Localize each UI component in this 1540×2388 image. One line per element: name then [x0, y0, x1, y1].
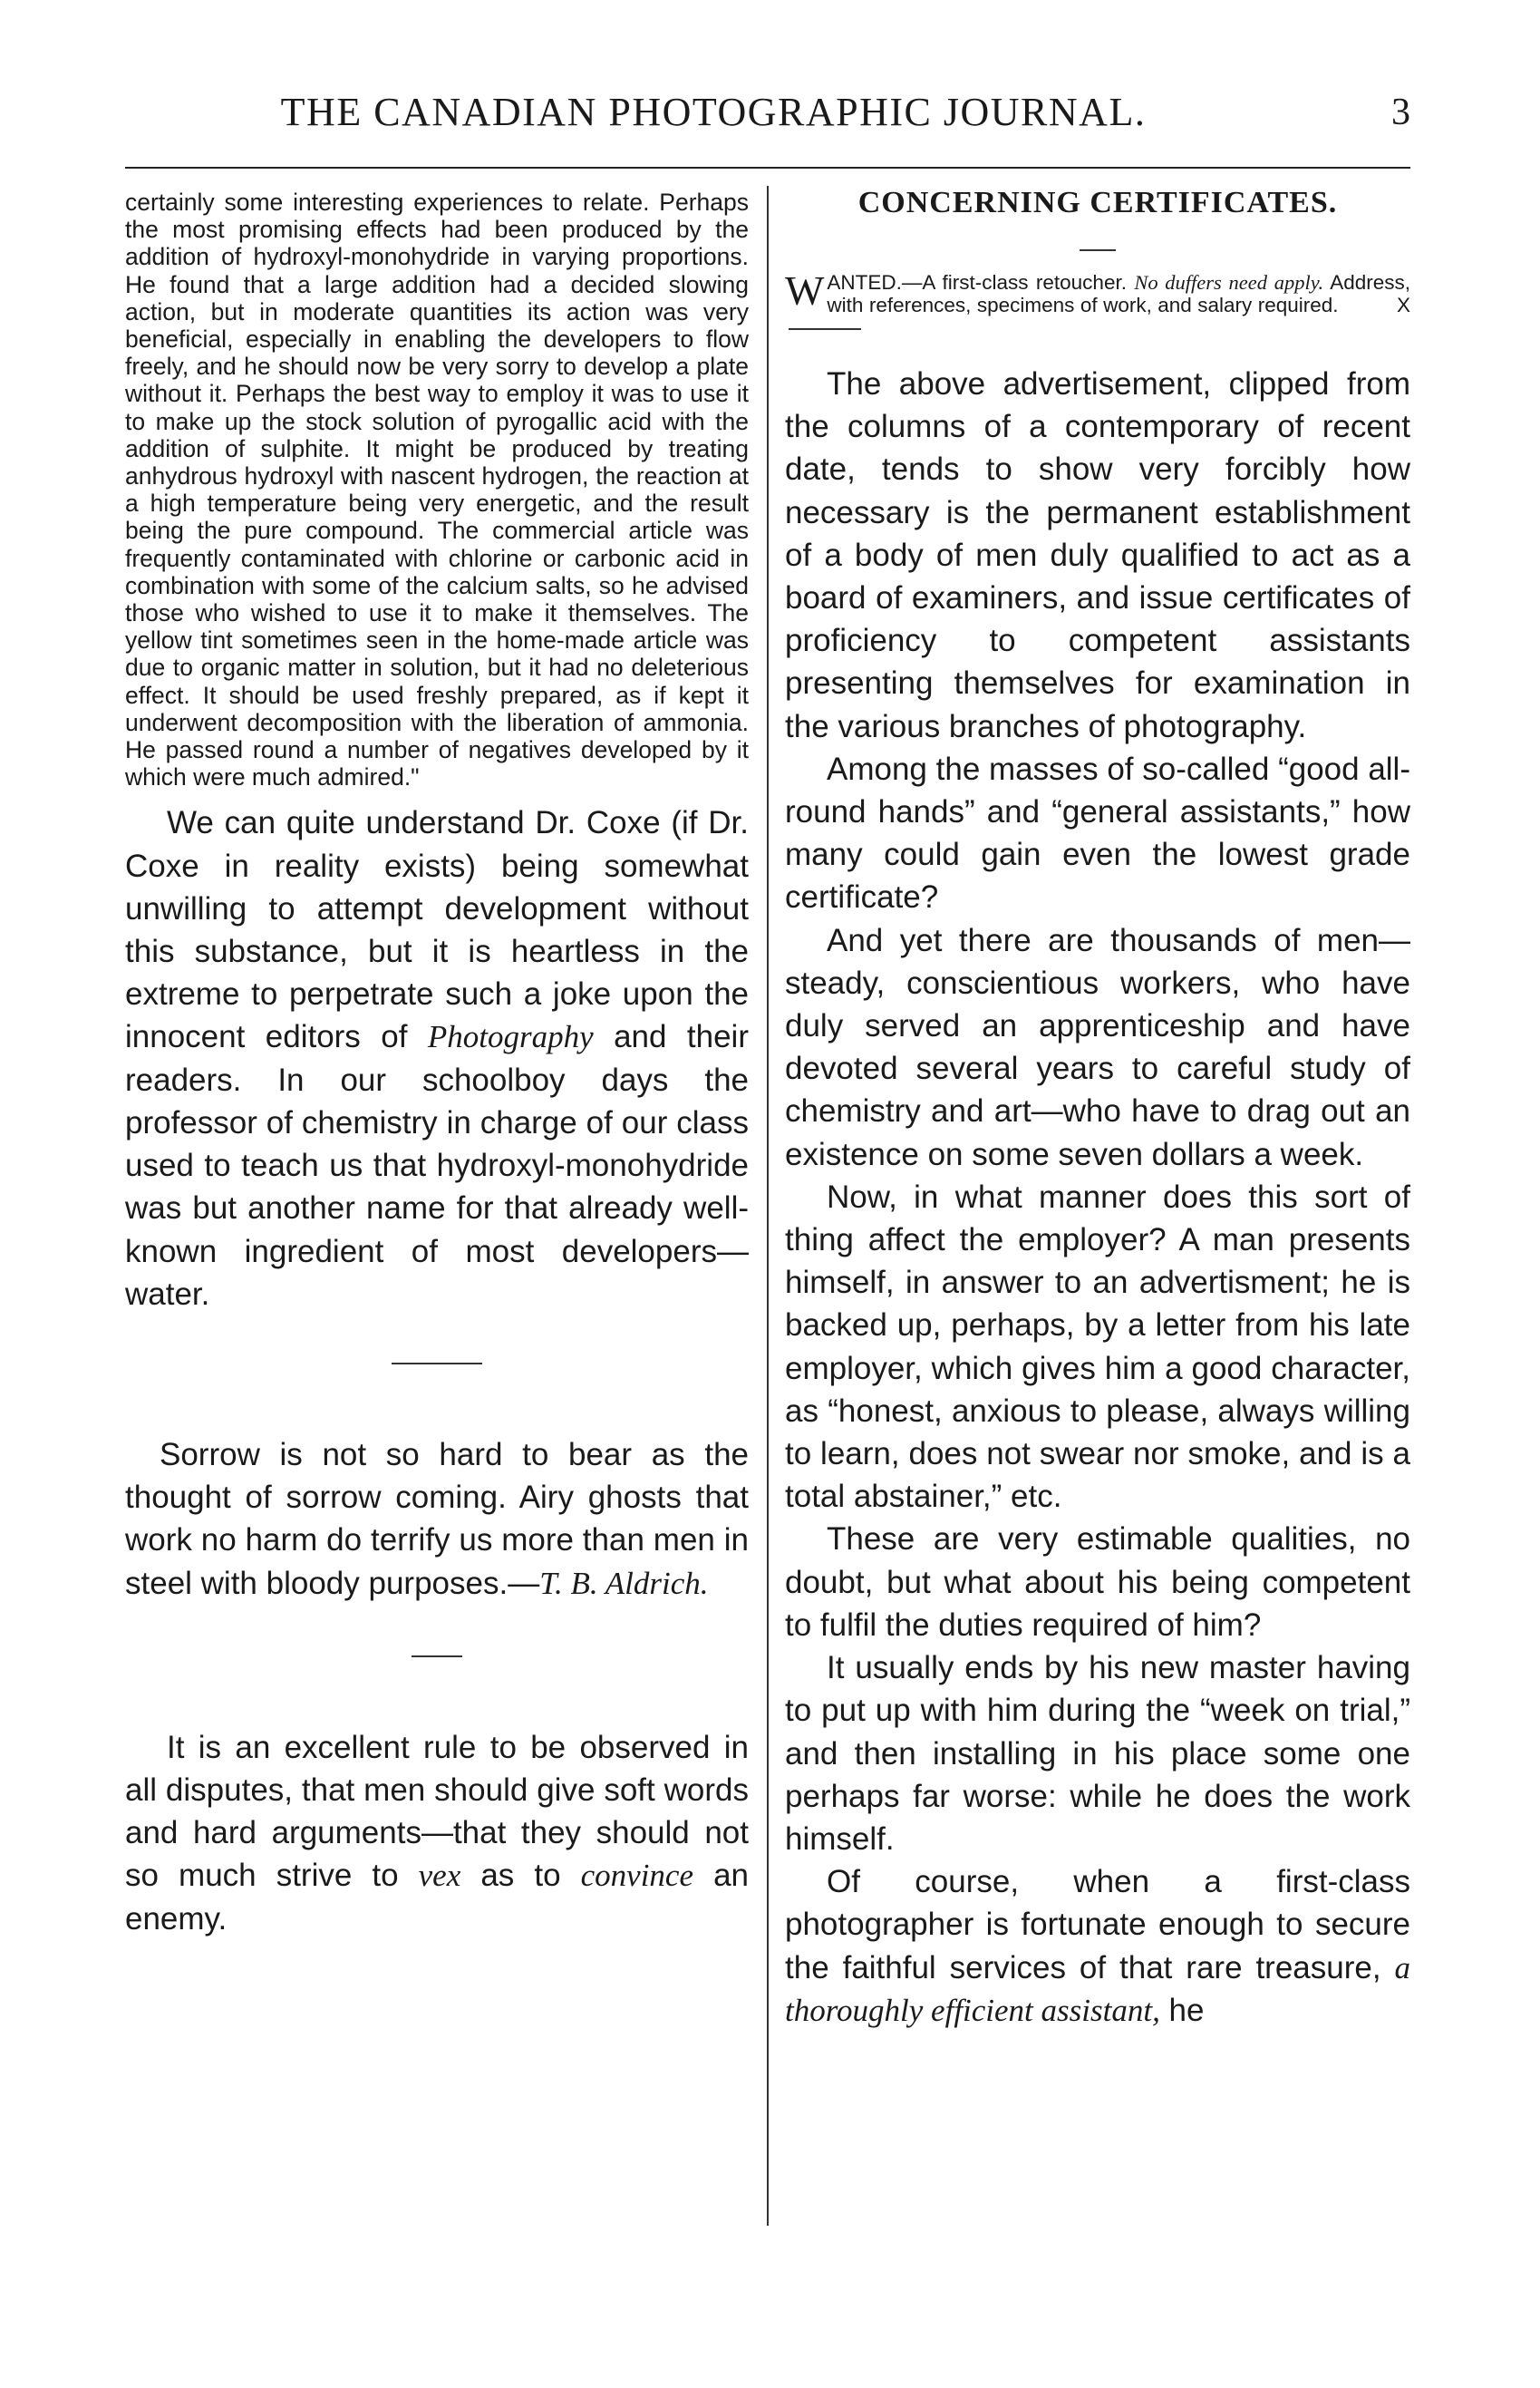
ad-signature: X	[1396, 294, 1410, 316]
paragraph-text: and their readers. In our schoolboy days the professor of chemistry in charge of our class used to teach us that hydroxyl-monohydride was but another name for that already well-known ingredient of most developers—water.	[125, 1019, 749, 1312]
section-rule	[412, 1655, 462, 1657]
advertisement	[785, 267, 1410, 339]
drop-cap: W	[785, 267, 825, 314]
title-rule	[1080, 249, 1116, 251]
ad-text: ANTED.—A first-class retoucher.	[827, 271, 1135, 294]
header-rule	[125, 167, 1410, 169]
left-column	[125, 189, 749, 1940]
attribution: T. B. Aldrich.	[539, 1565, 709, 1601]
paragraph-6: It usually ends by his new master having to put up with him during the “week on trial,” and then installing in his place some one perhaps far worse: while he does the work himself.	[785, 1650, 1410, 1857]
italic-word: convince	[580, 1858, 693, 1894]
paragraph-sorrow	[125, 1433, 749, 1605]
paragraph-1: The above advertisement, clipped from the columns of a contemporary of recent date, tends to show very forcibly how necessary is the permanent establishment of a body of men duly qualified to act as a board of examiners, and issue certificates of proficiency to competent assistants presenting themselves for examination in the various branches of photography.	[785, 366, 1410, 744]
section-rule	[392, 1363, 482, 1364]
signature-line	[789, 328, 861, 330]
italic-phrase: a thoroughly efficient assistant,	[785, 1949, 1410, 2028]
article-title: CONCERNING CERTIFICATES.	[857, 186, 1338, 219]
column-divider	[767, 186, 769, 2226]
paragraph-text: an enemy.	[125, 1858, 750, 1937]
paragraph-5: These are very estimable qualities, no doubt, but what about his being competent to fulfil the duties required of him?	[785, 1521, 1410, 1643]
paragraph-7	[785, 1860, 1410, 2032]
paragraph-2: Among the masses of so-called “good all-round hands” and “general assistants,” how many could gain even the lowest grade certificate?	[785, 751, 1410, 916]
paragraph-text: he	[1159, 1992, 1205, 2028]
paragraph-disputes	[125, 1726, 749, 1940]
paragraph-text: We can quite understand Dr. Coxe (if Dr. Coxe in reality exists) being somewhat unwilling to attempt development without this substance, but it is heartless in the extreme to perpetrate such a joke upon the innocent editors of	[125, 805, 749, 1055]
ad-italic: No duffers need apply.	[1134, 271, 1324, 294]
paragraph-dr-coxe	[125, 801, 749, 1315]
quoted-report: certainly some interesting experiences to relate. Perhaps the most promising effects had been produced by the addition of hydroxyl-monohydride in varying proportions. He found that a large addition had a decided slowing action, but in moderate quantities its action was very beneficial, especially in enabling the developers to flow freely, and he should now be very sorry to develop a plate without it. Perhaps the best way to employ it was to use it to make up the stock solution of pyrogallic acid with the addition of sulphite. It might be produced by treating anhydrous hydroxyl with nascent hydrogen, the reaction at a high temperature being very energetic, and the result being the pure compound. The commercial article was frequently contaminated with chlorine or carbonic acid in combination with some of the calcium salts, so he advised those who wished to use it to make it themselves. The yellow tint sometimes seen in the home-made article was due to organic matter in solution, but it had no deleterious effect. It should be used freshly prepared, as if kept it underwent decomposition with the liberation of ammonia. He passed round a number of negatives developed by it which were much admired."	[125, 189, 749, 791]
paragraph-text: Of course, when a first-class photographer is fortunate enough to secure the faithful services of that rare treasure,	[785, 1864, 1410, 1985]
paragraph-3: And yet there are thousands of men—steady, conscientious workers, who have duly served an apprenticeship and have devoted several years to careful study of chemistry and art—who have to drag out an existence on some seven dollars a week.	[785, 922, 1410, 1172]
running-title: THE CANADIAN PHOTOGRAPHIC JOURNAL.	[280, 90, 1147, 134]
paragraph-text: Sorrow is not so hard to bear as the thought of sorrow coming. Airy ghosts that work no harm do terrify us more than men in steel with bloody purposes.—	[125, 1436, 749, 1601]
page-header	[125, 89, 1410, 143]
paragraph-text: It is an excellent rule to be observed in all disputes, that men should give soft words and hard arguments—that they should not so much strive to	[125, 1729, 749, 1894]
page-number: 3	[1391, 92, 1410, 133]
paragraph-text: as to	[460, 1858, 581, 1894]
italic-word: vex	[418, 1858, 461, 1894]
paragraph-4: Now, in what manner does this sort of thing affect the employer? A man presents himself, in answer to an advertisment; he is backed up, perhaps, by a letter from his late employer, which gives him a good character, as “honest, anxious to please, always willing to learn, does not swear nor smoke, and is a total abstainer,” etc.	[785, 1179, 1410, 1515]
italic-title: Photography	[427, 1019, 594, 1055]
right-column	[785, 186, 1410, 2032]
ad-text: Address, with references, specimens of work, and salary required.	[827, 271, 1410, 316]
